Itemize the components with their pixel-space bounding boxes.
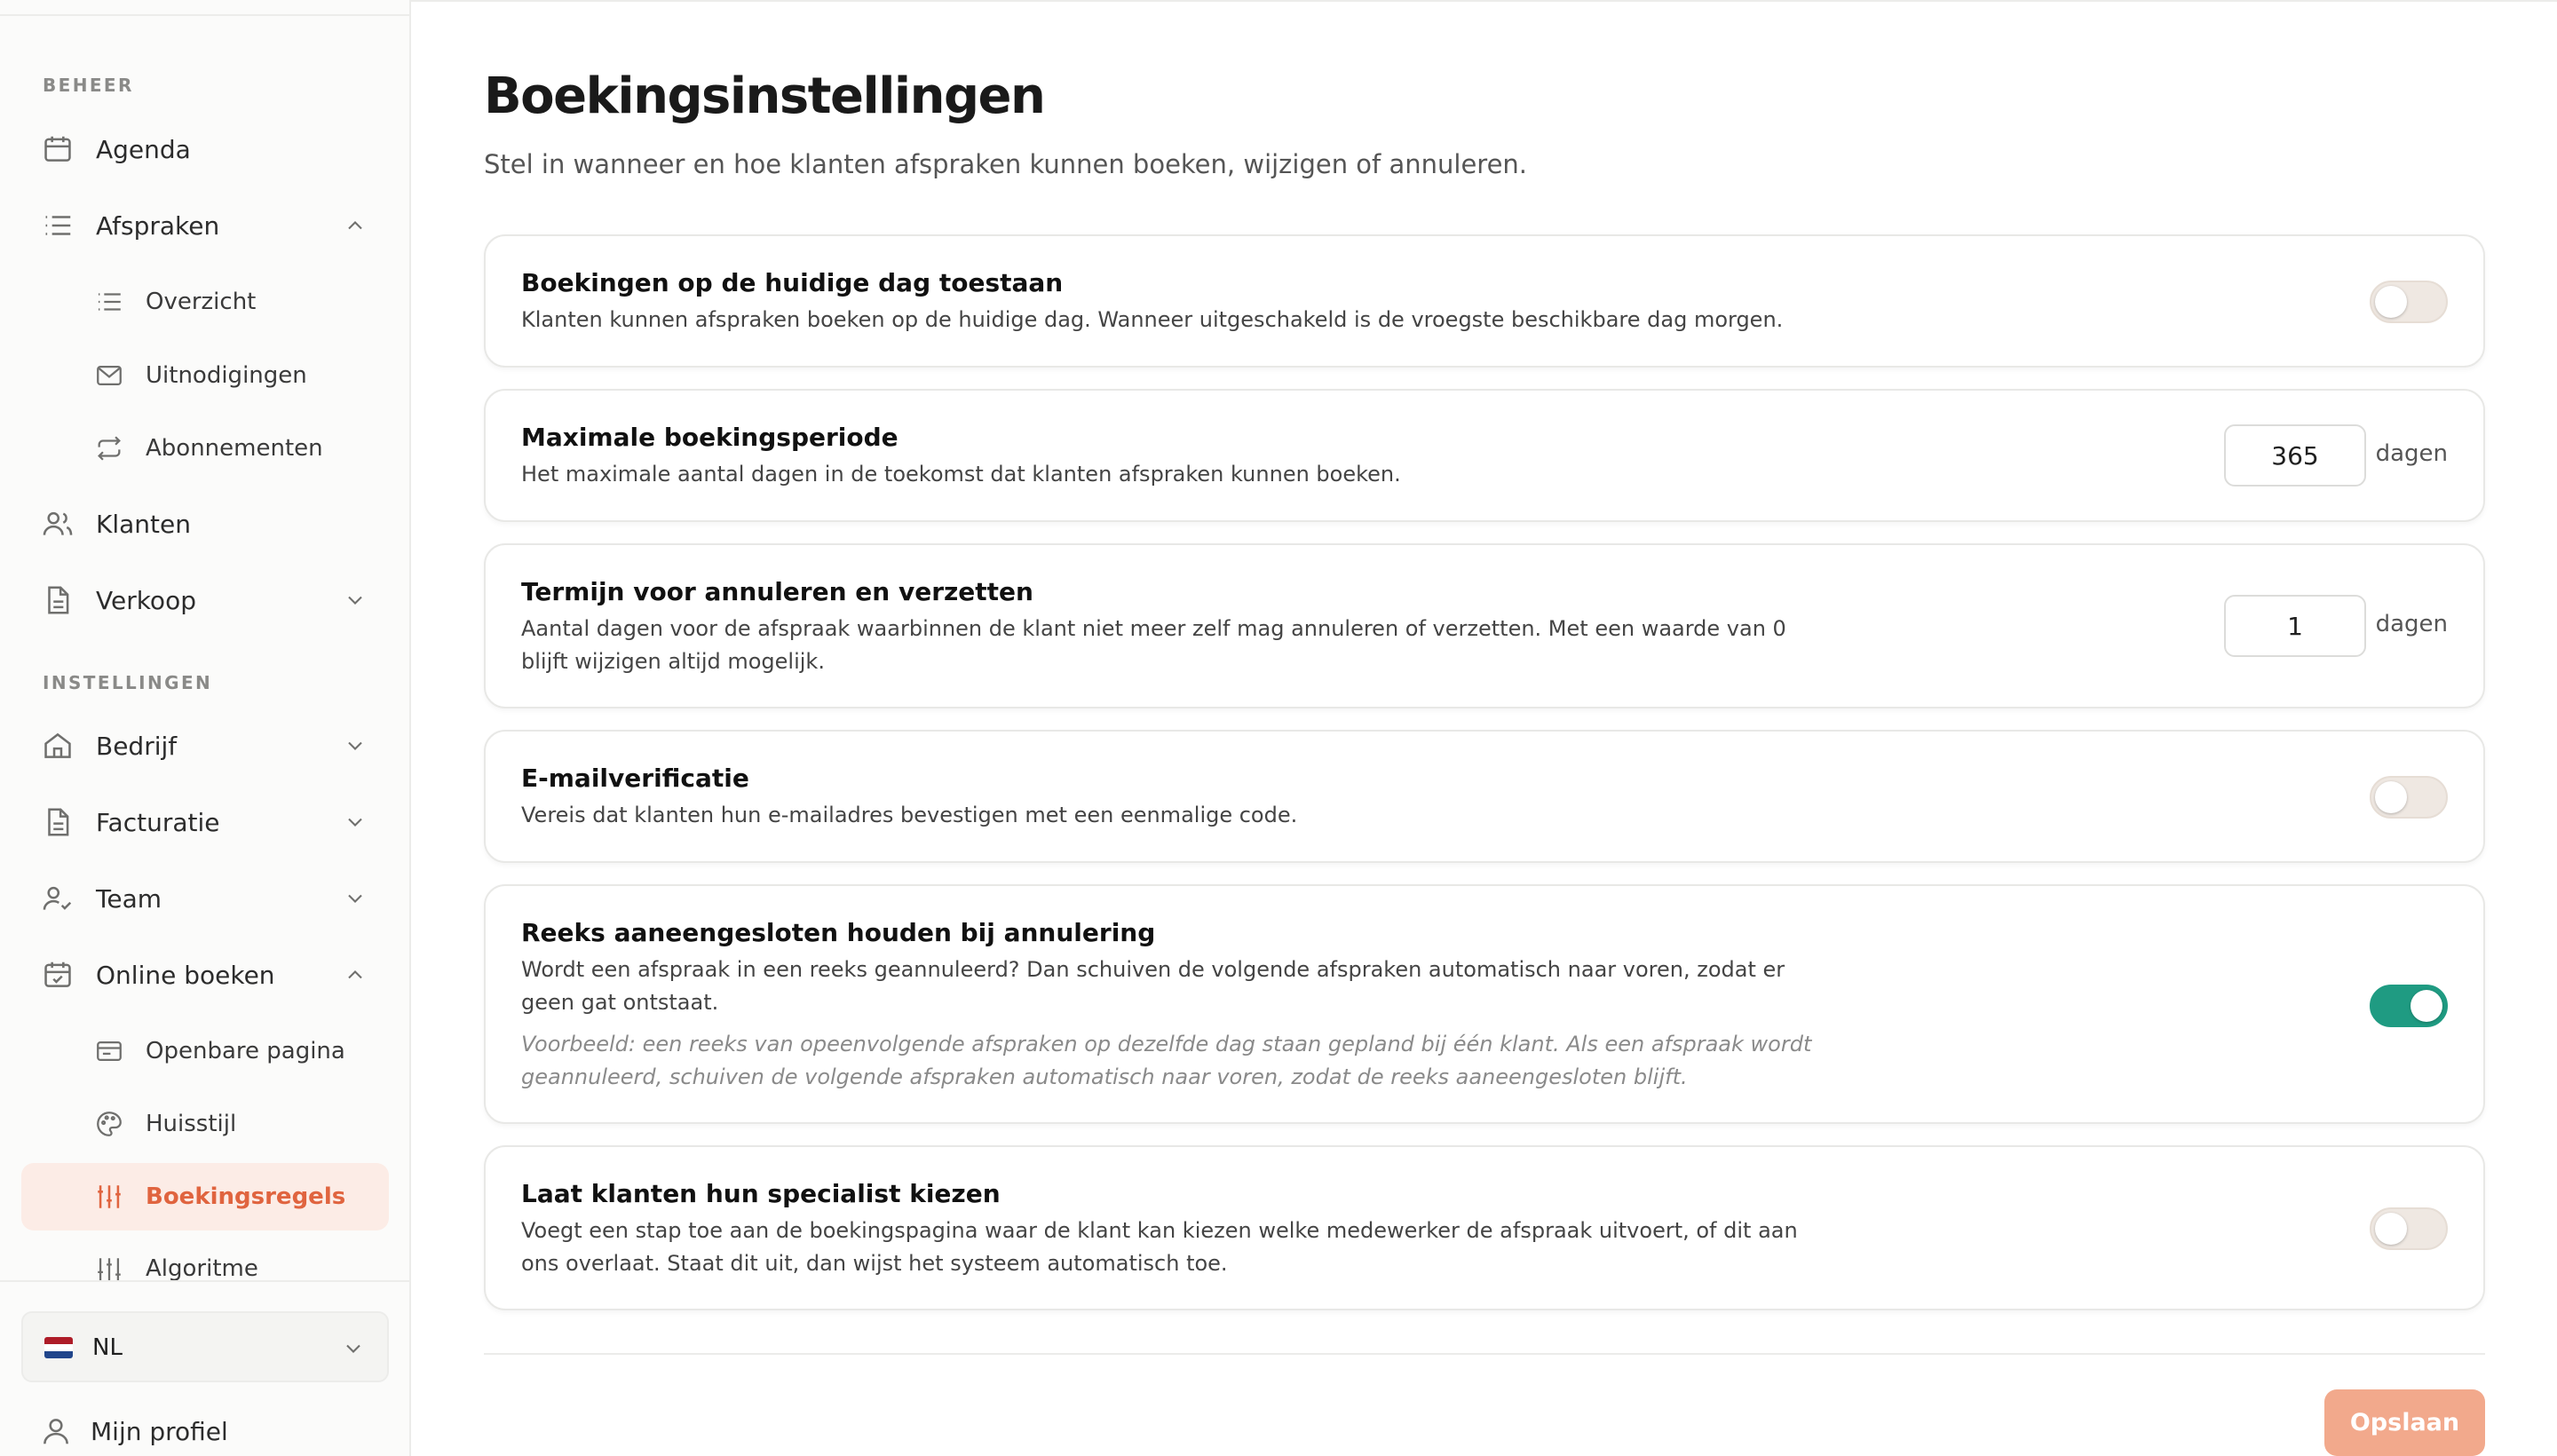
- sidebar-item-huisstijl[interactable]: [21, 1090, 389, 1158]
- sidebar-item-agenda[interactable]: [21, 115, 389, 183]
- sidebar-item-bedrijf[interactable]: [21, 712, 389, 779]
- home-icon: [41, 729, 75, 763]
- same-day-toggle[interactable]: [2370, 281, 2448, 323]
- sliders-icon: [94, 1254, 124, 1280]
- list-icon: [41, 209, 75, 242]
- users-icon: [41, 507, 75, 541]
- calendar-icon: [41, 132, 75, 166]
- keep-series-toggle[interactable]: [2370, 985, 2448, 1027]
- sidebar-item-verkoop[interactable]: [21, 566, 389, 634]
- sidebar-item-label: Verkoop: [96, 585, 196, 615]
- profile-label: Mijn profiel: [91, 1416, 228, 1446]
- chevron-down-icon: [343, 810, 368, 835]
- document-icon: [41, 583, 75, 617]
- choose-specialist-toggle[interactable]: [2370, 1207, 2448, 1250]
- toggle-knob: [2375, 1213, 2407, 1245]
- setting-title: Laat klanten hun specialist kiezen: [521, 1179, 1001, 1208]
- save-button[interactable]: Opslaan: [2324, 1389, 2485, 1456]
- mail-icon: [94, 360, 124, 391]
- setting-description: Klanten kunnen afspraken boeken op de huidige dag. Wanneer uitgeschakeld is de vroegste beschikbare dag morgen.: [521, 307, 1784, 332]
- sidebar-item-label: Online boeken: [96, 960, 275, 990]
- language-label: NL: [92, 1334, 123, 1361]
- sidebar-item-facturatie[interactable]: [21, 788, 389, 856]
- main-content: [411, 0, 2557, 1456]
- section-label-instellingen: INSTELLINGEN: [43, 672, 213, 693]
- setting-description: Voegt een stap toe aan de boekingspagina waar de klant kan kiezen welke medewerker de afspraak uitvoert, of dit aan ons overlaat. Staat dit uit, dan wijst het systeem automatisch toe.: [521, 1218, 1798, 1276]
- sidebar-item-online-boeken[interactable]: [21, 941, 389, 1009]
- repeat-icon: [94, 433, 124, 463]
- chevron-up-icon: [343, 213, 368, 238]
- sidebar-item-uitnodigingen[interactable]: [21, 342, 389, 409]
- sidebar-item-label: Huisstijl: [146, 1111, 237, 1137]
- sidebar-item-label: Overzicht: [146, 289, 257, 315]
- sidebar-top-divider: [0, 14, 409, 16]
- sidebar-bottom-divider: [0, 1280, 409, 1282]
- sidebar-item-team[interactable]: [21, 865, 389, 932]
- sidebar-item-openbare-pagina[interactable]: [21, 1017, 389, 1085]
- unit-label: dagen: [2375, 611, 2448, 637]
- sidebar-item-label: Bedrijf: [96, 731, 178, 761]
- sidebar-item-afspraken[interactable]: [21, 192, 389, 259]
- browser-icon: [94, 1036, 124, 1066]
- cancel-term-input[interactable]: [2224, 595, 2366, 657]
- sliders-icon: [94, 1182, 124, 1212]
- setting-card-choose-specialist: [484, 1145, 2485, 1310]
- email-verification-toggle[interactable]: [2370, 776, 2448, 819]
- palette-icon: [94, 1109, 124, 1139]
- setting-card-email-verification: [484, 730, 2485, 863]
- sidebar-item-label: Klanten: [96, 509, 191, 539]
- sidebar-item-label: Abonnementen: [146, 435, 323, 462]
- chevron-up-icon: [343, 962, 368, 987]
- user-check-icon: [41, 882, 75, 915]
- unit-label: dagen: [2375, 440, 2448, 467]
- chevron-down-icon: [343, 733, 368, 758]
- sidebar-item-label: Boekingsregels: [146, 1183, 346, 1210]
- sidebar-item-label: Agenda: [96, 134, 191, 164]
- sidebar-item-abonnementen[interactable]: [21, 415, 389, 482]
- setting-title: Boekingen op de huidige dag toestaan: [521, 268, 1064, 297]
- section-label-beheer: BEHEER: [43, 75, 134, 96]
- calendar-check-icon: [41, 958, 75, 992]
- profile-link[interactable]: [39, 1413, 228, 1449]
- setting-description: Aantal dagen voor de afspraak waarbinnen de klant niet meer zelf mag annuleren of verzetten. Met een waarde van 0 blijft wijzigen altijd mogelijk.: [521, 616, 1786, 674]
- sidebar-item-boekingsregels[interactable]: [21, 1163, 389, 1230]
- document-icon: [41, 805, 75, 839]
- sidebar-item-klanten[interactable]: [21, 490, 389, 558]
- setting-title: Maximale boekingsperiode: [521, 423, 899, 452]
- chevron-down-icon: [343, 588, 368, 613]
- language-select[interactable]: [21, 1311, 389, 1382]
- max-period-input[interactable]: [2224, 424, 2366, 487]
- sidebar-item-label: Team: [96, 883, 162, 914]
- setting-description: Vereis dat klanten hun e-mailadres bevestigen met een eenmalige code.: [521, 803, 1298, 827]
- setting-title: Termijn voor annuleren en verzetten: [521, 577, 1033, 606]
- chevron-down-icon: [341, 1336, 366, 1361]
- toggle-knob: [2375, 286, 2407, 318]
- content-divider: [484, 1353, 2485, 1355]
- setting-description: Wordt een afspraak in een reeks geannuleerd? Dan schuiven de volgende afspraken automatisch naar voren, zodat er geen gat ontstaat.: [521, 957, 1785, 1015]
- list-icon: [94, 287, 124, 317]
- toggle-knob: [2411, 990, 2442, 1022]
- setting-title: E-mailverificatie: [521, 764, 749, 793]
- setting-description: Het maximale aantal dagen in de toekomst dat klanten afspraken kunnen boeken.: [521, 462, 1401, 487]
- sidebar-item-label: Openbare pagina: [146, 1038, 345, 1064]
- setting-card-cancel-term: [484, 543, 2485, 708]
- sidebar: [0, 0, 411, 1456]
- setting-card-keep-series: [484, 884, 2485, 1124]
- sidebar-item-label: Afspraken: [96, 210, 220, 241]
- sidebar-item-label: Uitnodigingen: [146, 362, 307, 389]
- page-title: Boekingsinstellingen: [484, 67, 1045, 125]
- chevron-down-icon: [343, 886, 368, 911]
- user-icon: [39, 1414, 73, 1448]
- setting-card-same-day: [484, 234, 2485, 368]
- sidebar-item-label: Algoritme: [146, 1255, 258, 1280]
- sidebar-item-label: Facturatie: [96, 807, 220, 837]
- sidebar-item-algoritme[interactable]: [21, 1236, 389, 1280]
- setting-example: Voorbeeld: een reeks van opeenvolgende afspraken op dezelfde dag staan gepland bij één klant. Als een afspraak wordt geannuleerd, schuiven de volgende afspraken automatisch naar voren, zodat de reeks aaneengesloten blijft.: [521, 1032, 1812, 1089]
- sidebar-item-overzicht[interactable]: [21, 268, 389, 336]
- setting-card-max-period: [484, 389, 2485, 522]
- toggle-knob: [2375, 781, 2407, 813]
- setting-title: Reeks aaneengesloten houden bij annulering: [521, 918, 1156, 947]
- netherlands-flag-icon: [44, 1337, 73, 1358]
- page-subtitle: Stel in wanneer en hoe klanten afspraken kunnen boeken, wijzigen of annuleren.: [484, 149, 1528, 179]
